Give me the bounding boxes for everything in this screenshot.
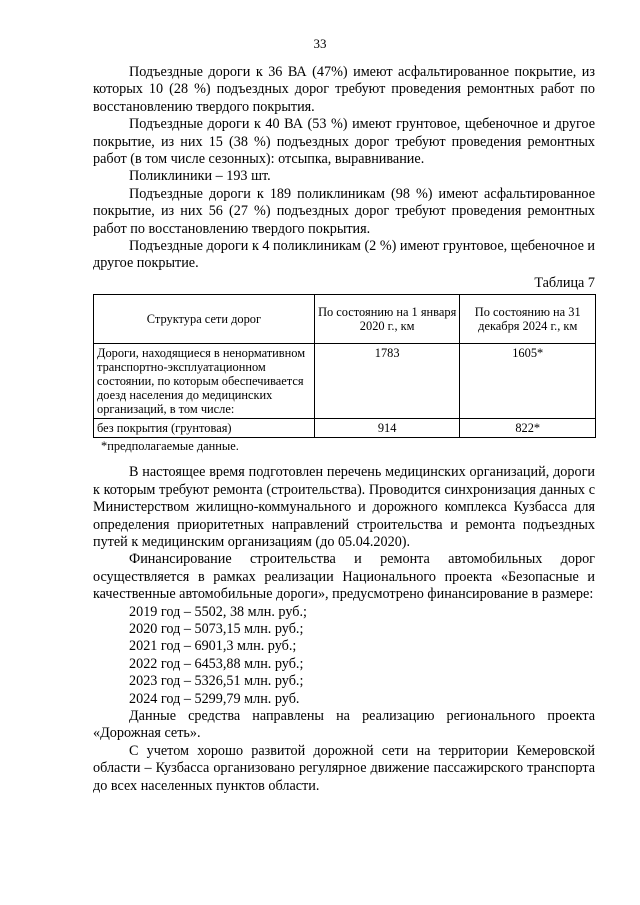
spacer bbox=[93, 454, 595, 464]
funding-list bbox=[93, 604, 595, 708]
document-body bbox=[93, 64, 595, 795]
table-header-row bbox=[94, 295, 596, 344]
list-item: 2023 год – 5326,51 млн. руб.; bbox=[129, 673, 304, 690]
paragraph: Подъездные дороги к 4 поликлиникам (2 %) имеют грунтовое, щебеночное и другое покрытие. bbox=[93, 238, 596, 272]
table-cell: 914 bbox=[314, 419, 460, 438]
table-header: По состоянию на 31 декабря 2024 г., км bbox=[460, 295, 596, 344]
list-item: 2021 год – 6901,3 млн. руб.; bbox=[129, 638, 297, 655]
table-cell: без покрытия (грунтовая) bbox=[94, 419, 315, 438]
paragraph: В настоящее время подготовлен перечень медицинских организаций, дороги к которым требуют ремонта (строительства). Проводится синхронизация данных с Министерством жилищно-коммунального и дорожного комплекса Кузбасса для определения приоритетных направлений строительства и ремонта подъездных путей к медицинским организациям (до 05.04.2020). bbox=[93, 464, 595, 550]
paragraph: Подъездные дороги к 36 ВА (47%) имеют асфальтированное покрытие, из которых 10 (28 %) подъездных дорог требуют проведения ремонтных работ по восстановлению твердого покрытия. bbox=[93, 64, 595, 115]
paragraph: С учетом хорошо развитой дорожной сети на территории Кемеровской области – Кузбасса организовано регулярное движение пассажирского транспорта до всех населенных пунктов области. bbox=[93, 742, 595, 794]
table-cell: Дороги, находящиеся в ненормативном транспортно-эксплуатационном состоянии, по которым обеспечивается доезд населения до медицинских организаций, в том числе: bbox=[94, 344, 315, 419]
table-caption: Таблица 7 bbox=[534, 274, 595, 291]
paragraph: Данные средства направлены на реализацию регионального проекта «Дорожная сеть». bbox=[93, 707, 595, 742]
table-header: Структура сети дорог bbox=[94, 295, 315, 344]
table-row bbox=[94, 419, 596, 438]
table-row bbox=[94, 344, 596, 419]
paragraph: Финансирование строительства и ремонта автомобильных дорог осуществляется в рамках реализации Национального проекта «Безопасные и качественные автомобильные дороги», предусмотрено финансирование в размере: bbox=[93, 551, 595, 603]
table-note: *предполагаемые данные. bbox=[101, 439, 239, 454]
paragraph: Подъездные дороги к 189 поликлиникам (98 %) имеют асфальтированное покрытие, из них 56 (27 %) подъездных дорог требуют проведения ремонтных работ по восстановлению твердого покрытия. bbox=[93, 185, 595, 237]
table-cell: 822* bbox=[460, 419, 596, 438]
road-network-table bbox=[93, 294, 596, 438]
list-item: 2020 год – 5073,15 млн. руб.; bbox=[129, 620, 304, 637]
paragraph: Подъездные дороги к 40 ВА (53 %) имеют грунтовое, щебеночное и другое покрытие, из них 15 (38 %) подъездных дорог требуют проведения ремонтных работ (в том числе сезонных): отсыпка, выравнивание. bbox=[93, 116, 595, 168]
paragraph: Поликлиники – 193 шт. bbox=[129, 168, 271, 185]
list-item: 2022 год – 6453,88 млн. руб.; bbox=[129, 655, 304, 672]
list-item: 2019 год – 5502, 38 млн. руб.; bbox=[129, 603, 307, 620]
table-cell: 1605* bbox=[460, 344, 596, 419]
list-item: 2024 год – 5299,79 млн. руб. bbox=[129, 690, 300, 707]
table-header: По состоянию на 1 января 2020 г., км bbox=[314, 295, 460, 344]
page-number: 33 bbox=[313, 36, 327, 51]
table-cell: 1783 bbox=[314, 344, 460, 419]
